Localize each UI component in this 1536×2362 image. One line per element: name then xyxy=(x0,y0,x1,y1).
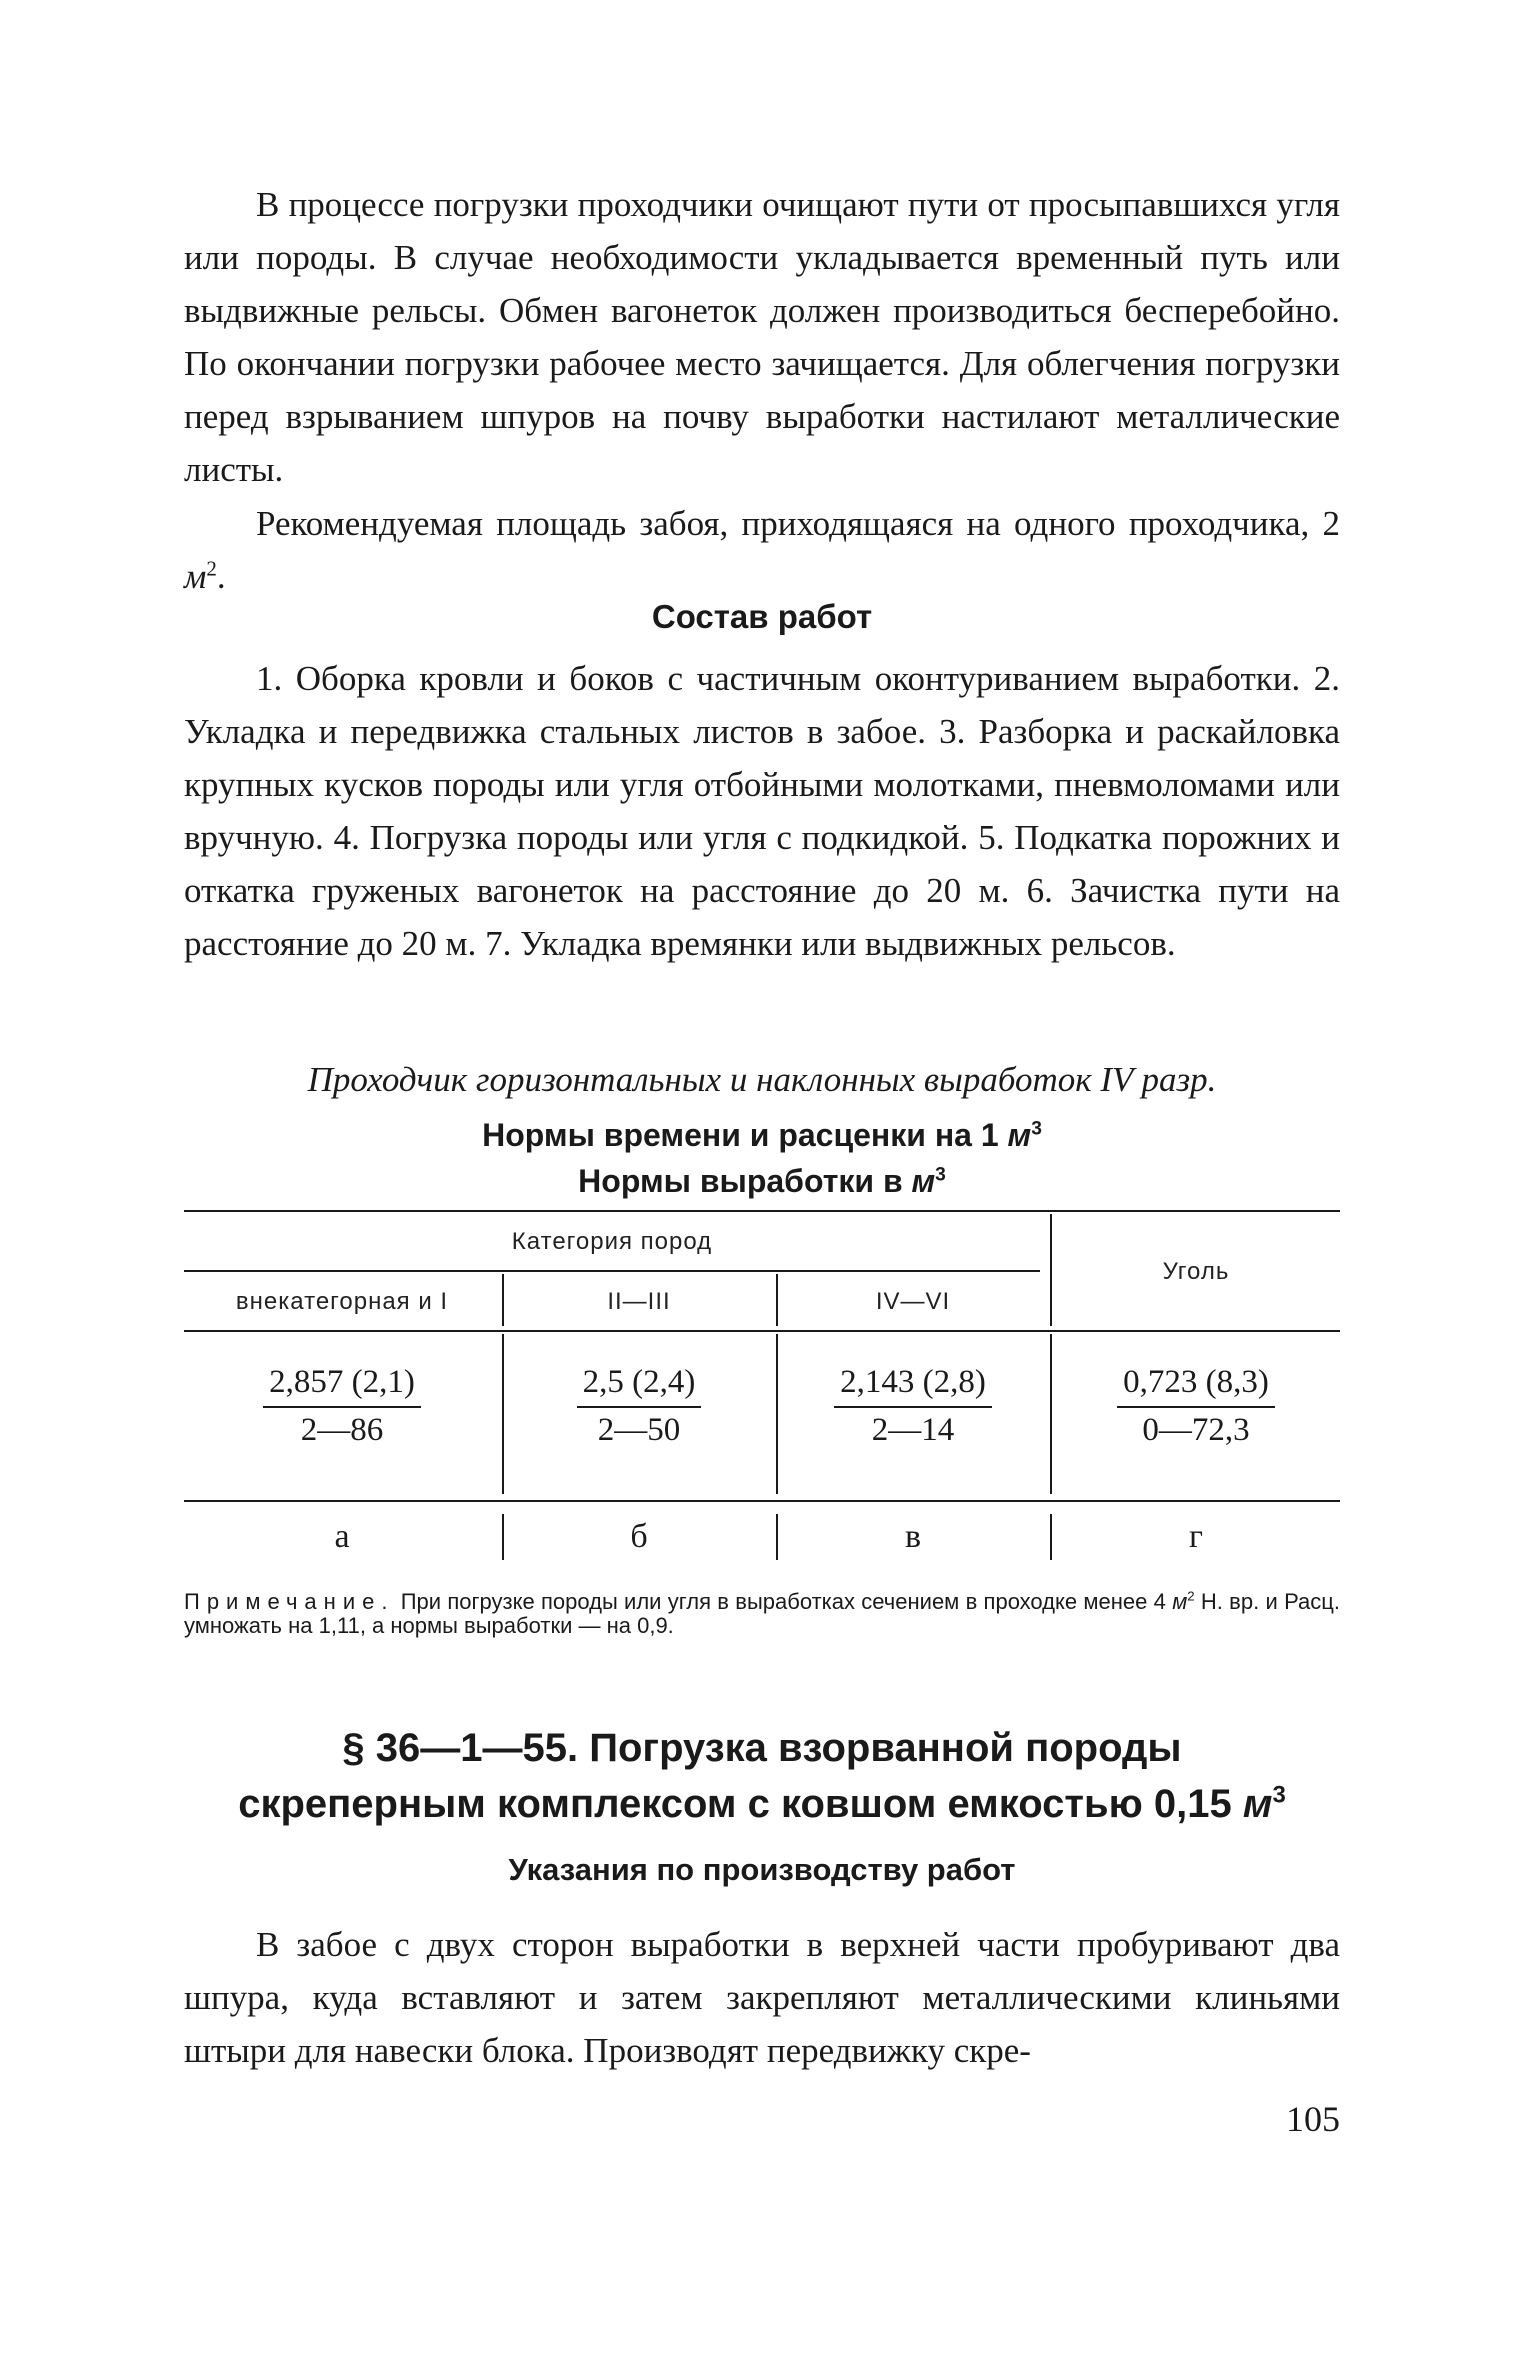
section-title-line1: § 36—1—55. Погрузка взорванной породы xyxy=(342,1726,1182,1770)
column-header: внекатегорная и I xyxy=(235,1288,449,1315)
composition-paragraph: 1. Оборка кровли и боков с частичным оконтуриванием выработки. 2. Укладка и передвижка стальных листов в забое. 3. Разборка и раскайловка крупных кусков породы или угля отбойными молотками, пневмоломами или вручную. 4. Погрузка породы или угля с подкидкой. 5. Подкатка порожних и откатка груженых вагонеток на расстояние до 20 м. 6. Зачистка пути на расстояние до 20 м. 7. Укладка времянки или выдвижных рельсов. xyxy=(184,659,1340,963)
value-bottom: 2—50 xyxy=(597,1412,681,1448)
section-title-unit: м xyxy=(1242,1782,1273,1826)
value-bottom: 2—14 xyxy=(871,1412,955,1448)
composition-heading: Состав работ xyxy=(651,598,873,635)
output-title xyxy=(184,1163,1340,1200)
table-body-rule xyxy=(184,1500,1340,1502)
table-header-rule xyxy=(184,1330,1340,1332)
value-cell xyxy=(778,1360,1048,1452)
value-cell xyxy=(184,1360,500,1452)
section-title-line2-wrap xyxy=(184,1776,1340,1832)
value-top: 0,723 (8,3) xyxy=(1117,1360,1275,1408)
recommend-paragraph xyxy=(184,497,1340,603)
recommend-unit-power: 2 xyxy=(206,556,217,581)
intro-paragraph: В процессе погрузки проходчики очищают пути от просыпавшихся угля или породы. В случае необходимости укладывается временный путь или выдвижные рельсы. Обмен вагонеток должен производиться бесперебойно. По окончании погрузки рабочее место зачищается. Для облегчения погрузки перед взрыванием шпуров на почву выработки настилают металлические листы. xyxy=(184,185,1340,489)
profession-line: Проходчик горизонтальных и наклонных выработок IV разр. xyxy=(307,1060,1217,1099)
output-title-unit-power: 3 xyxy=(935,1164,946,1186)
value-cell xyxy=(504,1360,774,1452)
section-title xyxy=(184,1720,1340,1832)
column-letter: в xyxy=(904,1518,922,1555)
column-letter: б xyxy=(630,1518,648,1555)
value-cell xyxy=(1052,1360,1340,1452)
value-top: 2,5 (2,4) xyxy=(577,1360,702,1408)
value-bottom: 0—72,3 xyxy=(1142,1412,1250,1448)
recommend-text: Рекомендуемая площадь забоя, приходящаяся на одного проходчика, 2 xyxy=(256,504,1340,543)
column-letter: г xyxy=(1189,1518,1203,1555)
instructions-heading: Указания по производству работ xyxy=(508,1852,1016,1887)
norms-title xyxy=(184,1117,1340,1154)
column-header: IV—VI xyxy=(875,1288,951,1315)
table-group-header: Категория пород xyxy=(511,1228,713,1255)
value-top: 2,143 (2,8) xyxy=(834,1360,992,1408)
note-text: При погрузке породы или угля в выработках сечением в проходке менее 4 xyxy=(400,1589,1166,1614)
coal-header: Уголь xyxy=(1162,1258,1230,1285)
page-number: 105 xyxy=(1286,2099,1340,2139)
note-label: Примечание. xyxy=(184,1589,395,1614)
note-unit-power: 2 xyxy=(1187,1588,1195,1604)
table-note xyxy=(184,1590,1340,1638)
output-title-unit: м xyxy=(911,1163,936,1199)
norms-title-unit: м xyxy=(1007,1117,1032,1153)
recommend-end: . xyxy=(216,557,226,596)
norms-table xyxy=(184,1210,1340,1562)
table-top-rule xyxy=(184,1210,1340,1212)
instructions-paragraph: В забое с двух сторон выработки в верхней части пробуривают два шпура, куда вставляют и затем закрепляют металлическими клиньями штыри для навески блока. Производят передвижку скре- xyxy=(184,1925,1340,2070)
note-text-after: Н. вр. и Расц. умножать на 1,11, а нормы выработки — на 0,9. xyxy=(184,1589,1340,1638)
recommend-unit: м xyxy=(184,557,207,596)
output-title-text: Нормы выработки в xyxy=(578,1163,903,1199)
table-group-rule xyxy=(184,1270,1040,1272)
column-letter: а xyxy=(334,1518,350,1555)
section-title-line2: скреперным комплексом с ковшом емкостью 0,15 xyxy=(238,1782,1232,1826)
note-unit: м xyxy=(1172,1589,1188,1614)
section-title-unit-power: 3 xyxy=(1272,1781,1286,1809)
value-bottom: 2—86 xyxy=(300,1412,384,1448)
value-top: 2,857 (2,1) xyxy=(263,1360,421,1408)
column-header: II—III xyxy=(607,1288,671,1315)
norms-title-unit-power: 3 xyxy=(1031,1118,1042,1140)
norms-title-text: Нормы времени и расценки на 1 xyxy=(482,1117,999,1153)
